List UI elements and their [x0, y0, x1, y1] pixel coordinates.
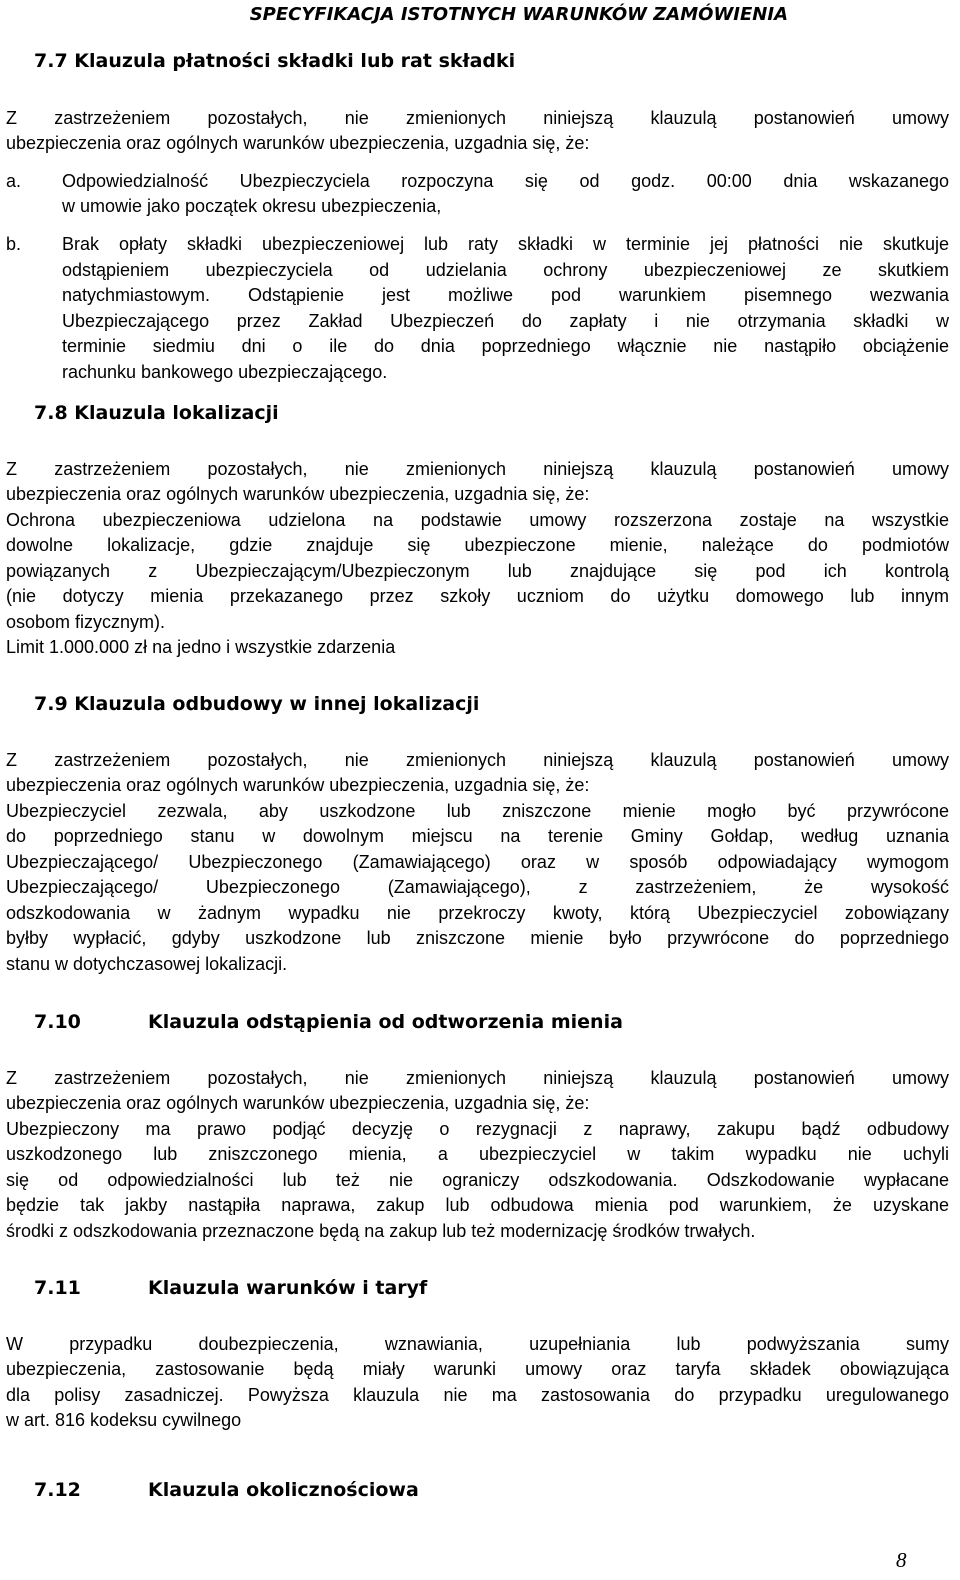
body-line: w art. 816 kodeksu cywilnego	[6, 1410, 242, 1430]
limit-line: Limit 1.000.000 zł na jedno i wszystkie zdarzenia	[6, 637, 396, 657]
section-heading-7-11	[34, 1276, 427, 1300]
list-label-a: a.	[6, 171, 22, 191]
intro-line: Z zastrzeżeniem pozostałych, nie zmienionych niniejszą klauzulą postanowień umowy	[6, 750, 949, 770]
intro-line: Z zastrzeżeniem pozostałych, nie zmienionych niniejszą klauzulą postanowień umowy	[6, 108, 949, 128]
section-heading-7-10	[34, 1010, 623, 1034]
running-header: SPECYFIKACJA ISTOTNYCH WARUNKÓW ZAMÓWIENIA	[249, 4, 788, 25]
body-line: Ubezpieczony ma prawo podjąć decyzję o rezygnacji z naprawy, zakupu bądź odbudowy	[6, 1119, 949, 1139]
section-number: 7.10	[34, 1011, 81, 1033]
body-line: Ubezpieczyciel zezwala, aby uszkodzone lub zniszczone mienie mogło być przywrócone	[6, 801, 949, 821]
body-line: środki z odszkodowania przeznaczone będą na zakup lub też modernizację środków trwałych.	[6, 1221, 756, 1241]
page-number: 8	[896, 1548, 907, 1572]
list-label-b: b.	[6, 234, 22, 254]
intro-line: ubezpieczenia oraz ogólnych warunków ubezpieczenia, uzgadnia się, że:	[6, 484, 590, 504]
body-line: powiązanych z Ubezpieczającym/Ubezpieczonym lub znajdujące się pod ich kontrolą	[6, 561, 949, 581]
body-line: (nie dotyczy mienia przekazanego przez szkoły uczniom do użytku domowego lub innym	[6, 586, 949, 606]
section-heading-7-9	[34, 692, 479, 716]
body-line: odszkodowania w żadnym wypadku nie przekroczy kwoty, którą Ubezpieczyciel zobowiązany	[6, 903, 949, 923]
section-title: Klauzula płatności składki lub rat składki	[74, 50, 516, 72]
section-title: Klauzula warunków i taryf	[148, 1277, 428, 1299]
body-line: ubezpieczenia, zastosowanie będą miały warunki umowy oraz taryfa składek obowiązująca	[6, 1359, 949, 1379]
section-heading-7-7	[34, 49, 515, 73]
body-line: się od odpowiedzialności lub też nie ograniczy odszkodowania. Odszkodowanie wypłacane	[6, 1170, 949, 1190]
intro-line: ubezpieczenia oraz ogólnych warunków ubezpieczenia, uzgadnia się, że:	[6, 1093, 590, 1113]
body-line: Ochrona ubezpieczeniowa udzielona na podstawie umowy rozszerzona zostaje na wszystkie	[6, 510, 949, 530]
body-line: stanu w dotychczasowej lokalizacji.	[6, 954, 288, 974]
body-line: dowolne lokalizacje, gdzie znajduje się ubezpieczone mienie, należące do podmiotów	[6, 535, 949, 555]
list-item-line: rachunku bankowego ubezpieczającego.	[62, 362, 388, 382]
section-number: 7.7	[34, 50, 68, 72]
list-item-line: odstąpieniem ubezpieczyciela od udzielania ochrony ubezpieczeniowej ze skutkiem	[62, 260, 949, 280]
intro-line: Z zastrzeżeniem pozostałych, nie zmienionych niniejszą klauzulą postanowień umowy	[6, 459, 949, 479]
body-line: osobom fizycznym).	[6, 612, 166, 632]
section-title: Klauzula odstąpienia od odtworzenia mienia	[148, 1011, 623, 1033]
section-number: 7.12	[34, 1479, 81, 1501]
section-number: 7.8	[34, 402, 68, 424]
section-title: Klauzula odbudowy w innej lokalizacji	[74, 693, 480, 715]
list-item-line: Odpowiedzialność Ubezpieczyciela rozpoczyna się od godz. 00:00 dnia wskazanego	[62, 171, 949, 191]
list-item-line: Brak opłaty składki ubezpieczeniowej lub raty składki w terminie jej płatności nie skutkuje	[62, 234, 949, 254]
section-number: 7.11	[34, 1277, 81, 1299]
intro-line: ubezpieczenia oraz ogólnych warunków ubezpieczenia, uzgadnia się, że:	[6, 775, 590, 795]
section-number: 7.9	[34, 693, 68, 715]
body-line: uszkodzonego lub zniszczonego mienia, a ubezpieczyciel w takim wypadku nie uchyli	[6, 1144, 949, 1164]
body-line: dla polisy zasadniczej. Powyższa klauzula nie ma zastosowania do przypadku uregulowanego	[6, 1385, 949, 1405]
section-title: Klauzula lokalizacji	[74, 402, 279, 424]
list-item-line: w umowie jako początek okresu ubezpieczenia,	[62, 196, 442, 216]
section-heading-7-12	[34, 1478, 419, 1502]
list-item-line: natychmiastowym. Odstąpienie jest możliwe pod warunkiem pisemnego wezwania	[62, 285, 949, 305]
list-item-line: Ubezpieczającego przez Zakład Ubezpieczeń do zapłaty i nie otrzymania składki w	[62, 311, 949, 331]
intro-line: Z zastrzeżeniem pozostałych, nie zmienionych niniejszą klauzulą postanowień umowy	[6, 1068, 949, 1088]
section-title: Klauzula okolicznościowa	[148, 1479, 419, 1501]
body-line: byłby wypłacić, gdyby uszkodzone lub zniszczone mienie było przywrócone do poprzedniego	[6, 928, 949, 948]
body-line: Ubezpieczającego/ Ubezpieczonego (Zamawiającego) oraz w sposób odpowiadający wymogom	[6, 852, 949, 872]
body-line: będzie tak jakby nastąpiła naprawa, zakup lub odbudowa mienia pod warunkiem, że uzyskane	[6, 1195, 949, 1215]
list-item-line: terminie siedmiu dni o ile do dnia poprzedniego włącznie nie nastąpiło obciążenie	[62, 336, 949, 356]
body-line: W przypadku doubezpieczenia, wznawiania, uzupełniania lub podwyższania sumy	[6, 1334, 949, 1354]
body-line: do poprzedniego stanu w dowolnym miejscu na terenie Gminy Gołdap, według uznania	[6, 826, 949, 846]
section-heading-7-8	[34, 401, 279, 425]
intro-line: ubezpieczenia oraz ogólnych warunków ubezpieczenia, uzgadnia się, że:	[6, 133, 590, 153]
body-line: Ubezpieczającego/ Ubezpieczonego (Zamawiającego), z zastrzeżeniem, że wysokość	[6, 877, 949, 897]
